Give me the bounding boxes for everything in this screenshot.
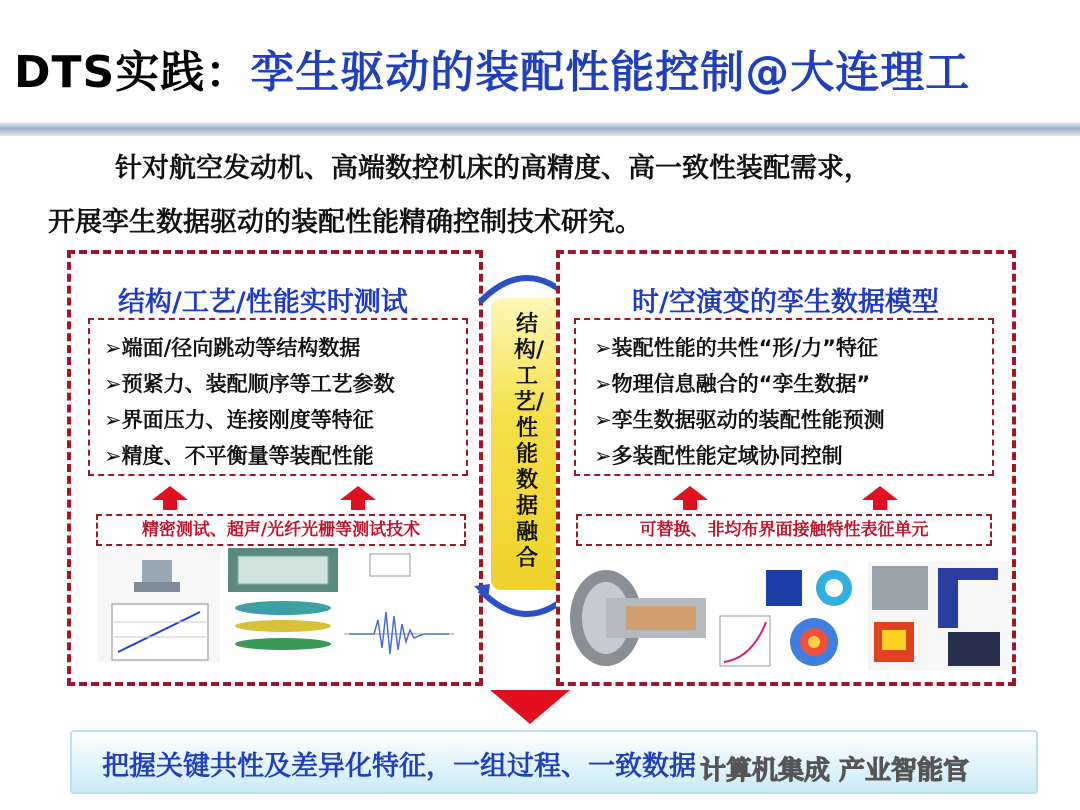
list-item: ➢孪生数据驱动的装配性能预测: [594, 408, 885, 432]
up-arrow-icon: [340, 486, 376, 500]
watermark-text: 计算机集成 产业智能官: [700, 756, 970, 786]
up-arrow-icon: [672, 486, 708, 500]
list-item: ➢界面压力、连接刚度等特征: [104, 408, 374, 432]
sensor-plot-image: [228, 548, 338, 662]
data-fusion-column: [491, 298, 563, 590]
data-fusion-label: 结构/工艺/性能数据融合: [514, 312, 545, 571]
right-panel-title: 时/空演变的孪生数据模型: [632, 287, 939, 318]
up-arrow-icon: [862, 486, 898, 500]
engine-cutaway-image: [566, 558, 712, 670]
right-items-list: [594, 330, 885, 474]
left-items-list: [104, 330, 395, 474]
list-item: ➢多装配性能定域协同控制: [594, 444, 843, 468]
list-item: ➢装配性能的共性“形/力”特征: [594, 336, 878, 360]
fem-simulation-image: [716, 566, 866, 670]
title-divider: [0, 122, 1080, 136]
right-tech-label: 可替换、非均布界面接触特性表征单元: [576, 514, 992, 546]
list-item: ➢端面/径向跳动等结构数据: [104, 336, 361, 360]
down-arrow-icon: [490, 690, 570, 726]
list-item: ➢预紧力、装配顺序等工艺参数: [104, 372, 395, 396]
title-main: 孪生驱动的装配性能控制@大连理工: [250, 47, 971, 98]
intro-line-1: 针对航空发动机、高端数控机床的高精度、高一致性装配需求，: [115, 153, 871, 184]
title-prefix: DTS实践：: [14, 47, 251, 98]
page-title: [14, 36, 970, 100]
list-item: ➢精度、不平衡量等装配性能: [104, 444, 374, 468]
conclusion-text: 把握关键共性及差异化特征，一组过程、一致数据: [102, 751, 696, 782]
up-arrow-icon: [152, 486, 188, 500]
ultrasonic-signal-image: [344, 550, 454, 662]
list-item: ➢物理信息融合的“孪生数据”: [594, 372, 871, 396]
test-rig-image: [98, 552, 220, 662]
intro-line-2: 开展孪生数据驱动的装配性能精确控制技术研究。: [48, 207, 642, 238]
left-panel-title: 结构/工艺/性能实时测试: [118, 287, 408, 318]
left-tech-label: 精密测试、超声/光纤光栅等测试技术: [96, 514, 466, 546]
machine-tool-model-image: [868, 562, 1008, 670]
